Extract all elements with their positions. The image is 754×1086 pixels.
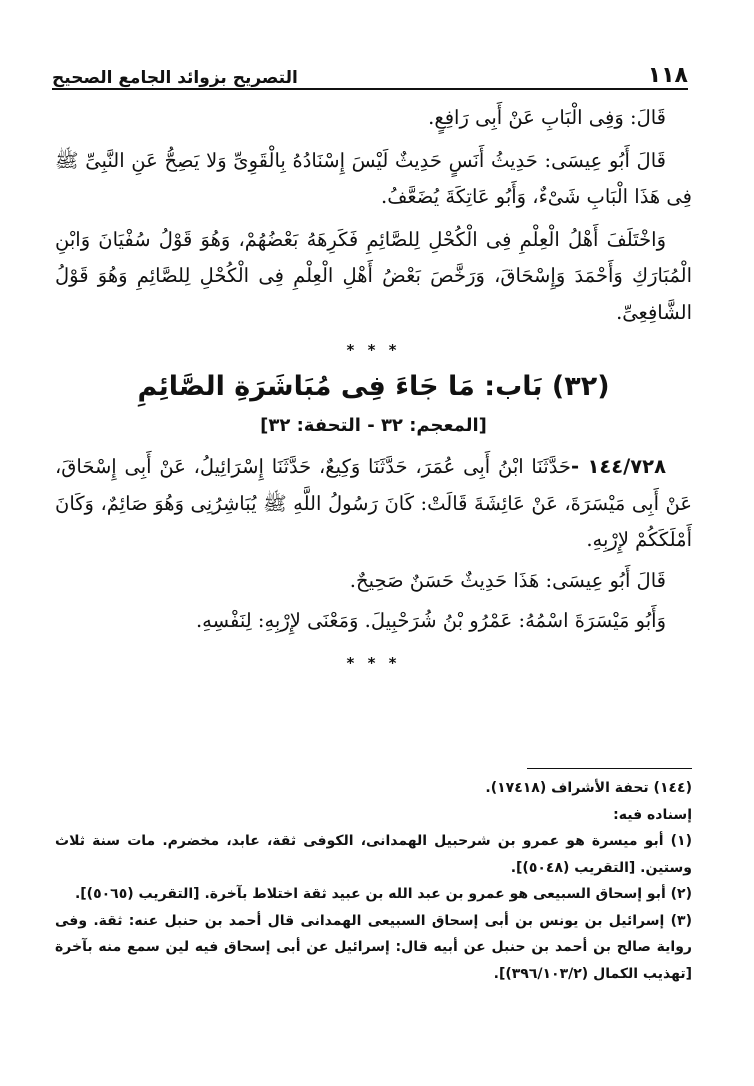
paragraph-5: وَأَبُو مَيْسَرَةَ اسْمُهُ: عَمْرُو بْنُ شُرَحْبِيلَ. وَمَعْنَى لإِرْبِهِ: لِنَفْسِهِ.	[195, 609, 666, 632]
footnote-2: (٢) أبو إسحاق السبيعى هو عمرو بن عبد الله بن عبيد ثقة اختلاط بآخرة. [التقريب (٥٠٦٥)].	[74, 886, 692, 902]
hadith-number: ١٤٤/٧٢٨ -	[570, 455, 666, 478]
section-separator: * * *	[346, 341, 401, 359]
footnote-rule	[527, 768, 692, 769]
paragraph-3: وَاخْتَلَفَ أَهْلُ الْعِلْمِ فِى الْكُحْلِ لِلصَّائِمِ فَكَرِهَهُ بَعْضُهُمْ، وَهُوَ قَوْلُ سُفْيَانَ وَابْنِ الْمُبَارَكِ وَأَحْمَدَ وَإِسْحَاقَ، وَرَخَّصَ بَعْضُ أَهْلِ الْعِلْمِ فِى الْكُحْلِ لِلصَّائِمِ وَهُوَ قَوْلُ الشَّافِعِىِّ.	[55, 227, 692, 324]
page-number: ١١٨	[647, 63, 688, 88]
footnote-1: (١) أبو ميسرة هو عمرو بن شرحبيل الهمدانى، الكوفى ثقة، عابد، مخضرم. مات سنة ثلاث وستين. [التقريب (٥٠٤٨)].	[55, 833, 692, 876]
footnote-chain-heading: إسناده فيه:	[613, 806, 692, 823]
main-text	[55, 100, 692, 678]
paragraph-1: قَالَ: وَفِى الْبَابِ عَنْ أَبِى رَافِعٍ.	[428, 106, 666, 129]
footnote-3: (٣) إسرائيل بن يونس بن أبى إسحاق السبيعى الهمدانى قال أحمد بن حنبل عنه: ثقة. وفى رواية صالح بن أحمد بن حنبل عن أبيه قال: إسرائيل عن أبى إسحاق فيه لين سمع منه بآخرة [تهذيب الكمال (٣٩٦/١٠٣/٢)].	[55, 912, 692, 982]
chapter-title: (٣٢) بَاب: مَا جَاءَ فِى مُبَاشَرَةِ الصَّائِمِ	[137, 371, 610, 402]
footnote-source: (١٤٤) تحفة الأشراف (١٧٤١٨).	[485, 780, 692, 796]
paragraph-4: قَالَ أَبُو عِيسَى: هَذَا حَدِيثٌ حَسَنٌ صَحِيحٌ.	[349, 568, 666, 592]
footnotes	[55, 768, 692, 987]
paragraph-2: قَالَ أَبُو عِيسَى: حَدِيثُ أَنَسٍ حَدِيثٌ لَيْسَ إِسْنَادُهُ بِالْقَوِىِّ وَلا يَصِحُّ عَنِ النَّبِىِّ ﷺ فِى هَذَا الْبَابِ شَىْءٌ، وَأَبُو عَاتِكَةَ يُضَعَّفُ.	[55, 148, 692, 208]
section-separator-2: * * *	[346, 653, 401, 672]
running-title: التصريح بزوائد الجامع الصحيح	[52, 68, 298, 88]
page-header	[52, 58, 688, 90]
chapter-reference: [المعجم: ٣٢ - التحفة: ٣٢]	[260, 415, 487, 436]
hadith-paragraph	[55, 449, 692, 559]
hadith-text: حَدَّثَنَا ابْنُ أَبِى عُمَرَ، حَدَّثَنَا وَكِيعٌ، حَدَّثَنَا إِسْرَائِيلُ، عَنْ أَبِى إِسْحَاقَ، عَنْ أَبِى مَيْسَرَةَ، عَنْ عَائِشَةَ قَالَتْ: كَانَ رَسُولُ اللَّهِ ﷺ يُبَاشِرُنِى وَهُوَ صَائِمٌ، وَكَانَ أَمْلَكَكُمْ لإِرْبِهِ.	[55, 455, 692, 551]
